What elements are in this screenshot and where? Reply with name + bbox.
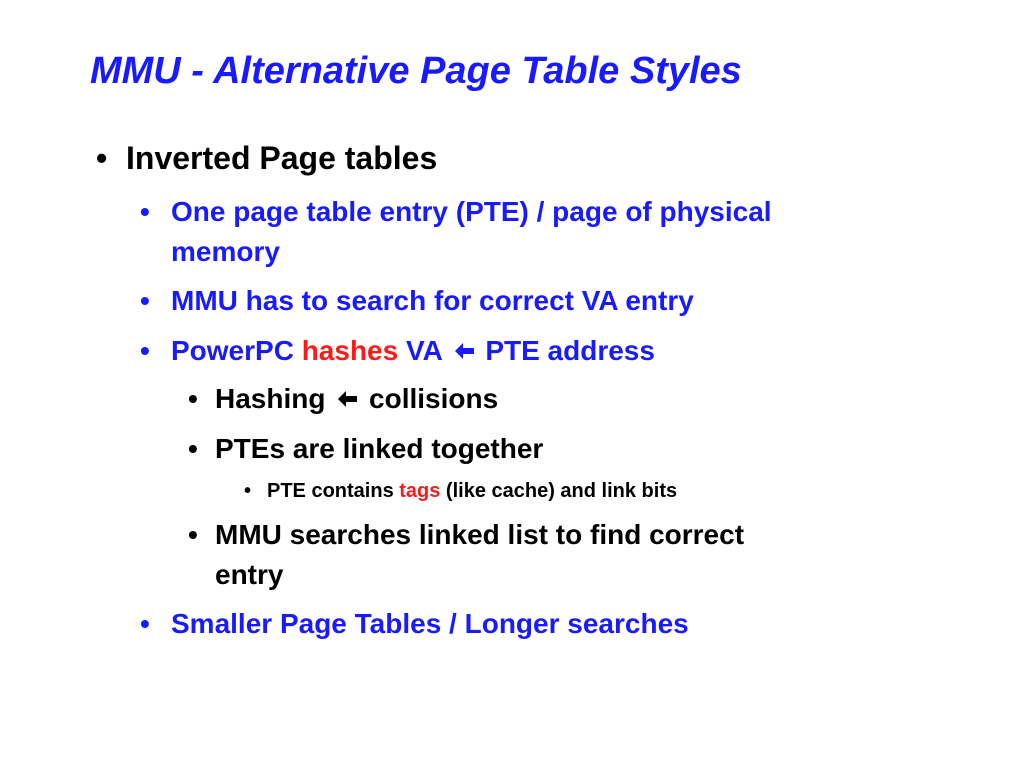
bullet-text: MMU has to search for correct VA entry (171, 285, 694, 316)
text-like-cache: (like cache) and link bits (440, 480, 678, 502)
bullet-item-pte-contains-tags (244, 478, 678, 504)
bullet-text-line1: MMU searches linked list to find correct (215, 519, 745, 550)
bullet-text (171, 331, 655, 371)
bullet-dot: • (140, 335, 150, 366)
bullet-text-line1: One page table entry (PTE) / page of physical (171, 196, 772, 227)
bullet-item-hashing-collisions (188, 379, 499, 419)
text-tags-highlight: tags (399, 480, 441, 502)
text-pte-address: PTE address (477, 335, 655, 366)
left-arrow-icon (335, 389, 359, 409)
bullet-text: Inverted Page tables (126, 140, 438, 176)
bullet-text-line2: entry (215, 559, 284, 590)
bullet-item-one-pte-per-page (140, 192, 772, 267)
bullet-text (215, 379, 498, 419)
bullet-item-inverted-page-tables (96, 138, 438, 178)
bullet-dot: • (188, 433, 198, 464)
bullet-dot: • (244, 480, 252, 502)
bullet-dot: • (188, 383, 198, 414)
slide-title: MMU - Alternative Page Table Styles (90, 50, 742, 92)
bullet-item-mmu-search (140, 281, 694, 321)
bullet-dot: • (140, 608, 150, 639)
bullet-dot: • (140, 196, 150, 227)
text-powerpc: PowerPC (171, 335, 302, 366)
left-arrow-icon (452, 341, 476, 361)
bullet-dot: • (188, 519, 198, 550)
bullet-item-ptes-linked (188, 429, 544, 469)
text-collisions: collisions (361, 383, 499, 414)
bullet-item-mmu-searches-list (188, 515, 745, 590)
bullet-item-powerpc-hashes (140, 331, 655, 371)
bullet-text (267, 478, 677, 504)
bullet-text: PTEs are linked together (215, 433, 544, 464)
text-va: VA (398, 335, 450, 366)
text-pte-contains: PTE contains (267, 480, 400, 502)
bullet-text-line2: memory (171, 236, 280, 267)
bullet-text: Smaller Page Tables / Longer searches (171, 608, 689, 639)
bullet-item-smaller-tables (140, 604, 689, 644)
bullet-dot: • (140, 285, 150, 316)
text-hashing: Hashing (215, 383, 334, 414)
text-hashes-highlight: hashes (301, 335, 399, 366)
bullet-dot: • (96, 140, 108, 176)
